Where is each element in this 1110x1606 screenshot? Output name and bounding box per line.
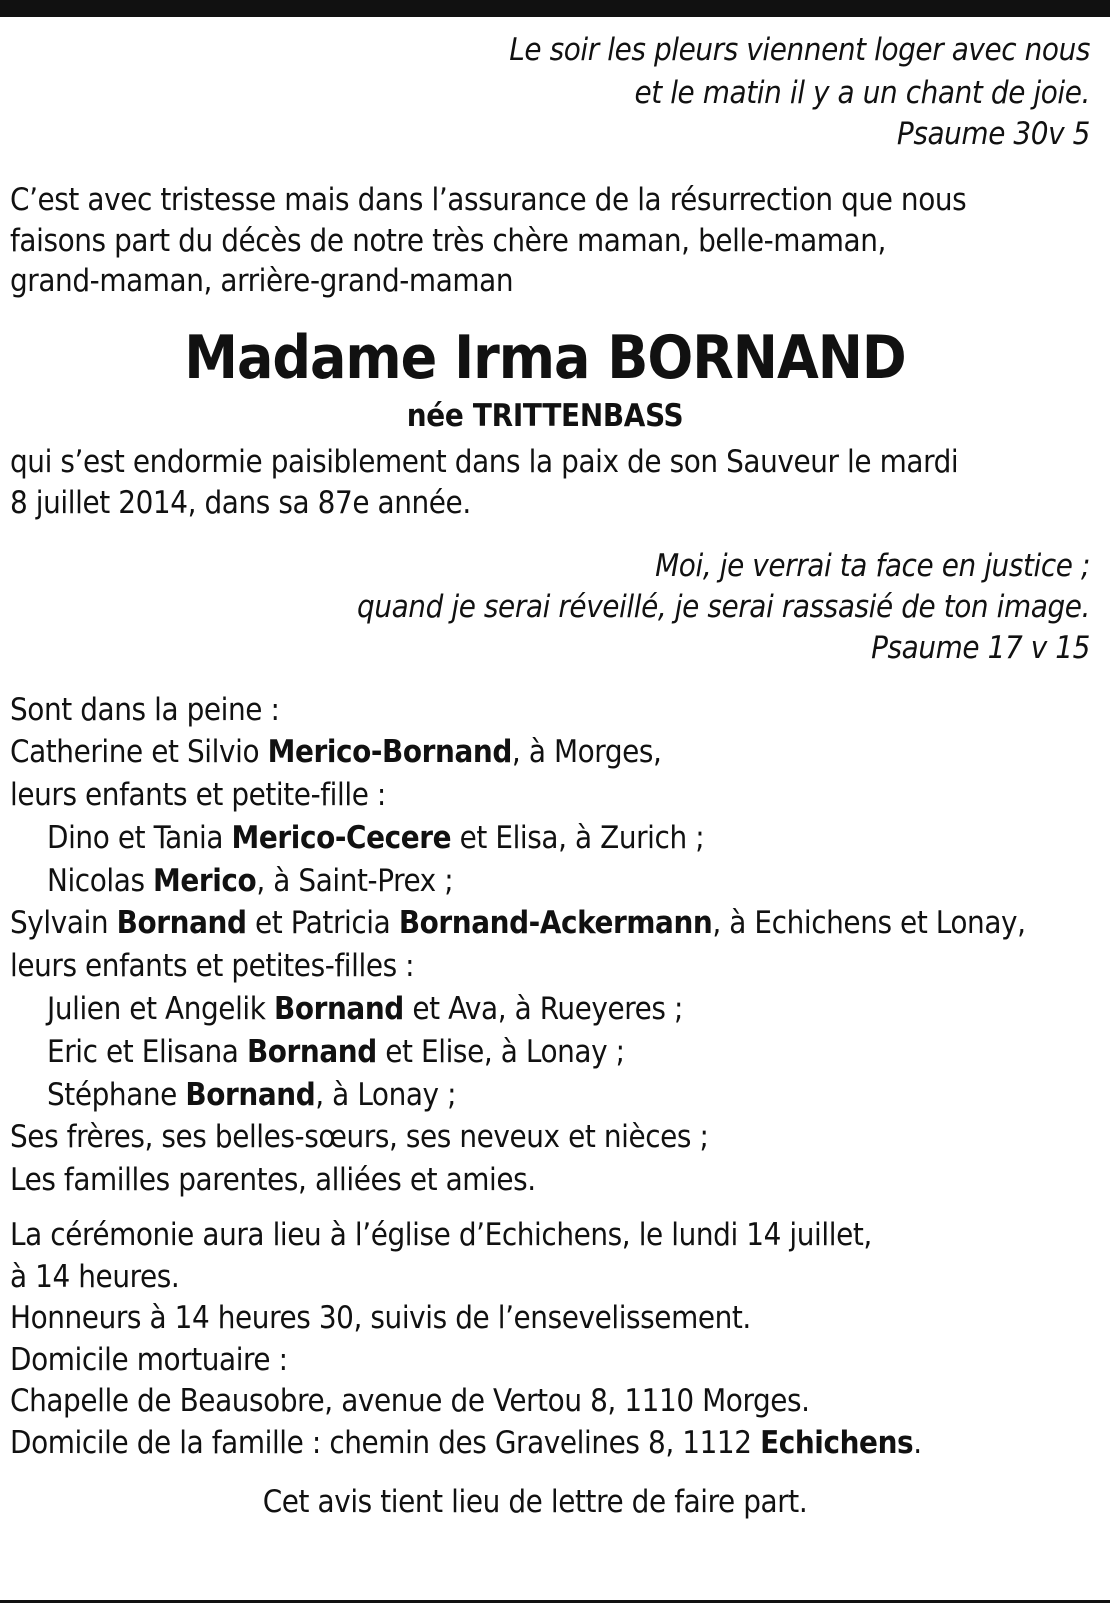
mourner-line: Dino et Tania Merico-Cecere et Elisa, à Zurich ; [47,819,705,856]
mourner-line: Stéphane Bornand, à Lonay ; [47,1076,457,1113]
intro-line: faisons part du décès de notre très chère maman, belle-maman, [10,222,886,259]
mourners-heading: Sont dans la peine : [10,691,280,728]
death-paragraph [10,442,1100,524]
deceased-name: Madame Irma BORNAND [184,322,906,393]
intro-paragraph [10,180,1100,302]
mourner-line: Catherine et Silvio Merico-Bornand, à Morges, [10,734,662,771]
mourners-list [10,689,1100,1203]
ceremony-details [10,1215,1100,1464]
mourner-line: Sylvain Bornand et Patricia Bornand-Ackermann, à Echichens et Lonay, [10,905,1026,942]
death-line: qui s’est endormie paisiblement dans la paix de son Sauveur le mardi [10,443,959,480]
opening-verse [10,29,1100,154]
obituary-notice [10,30,1100,1524]
family-address-line: Domicile de la famille : chemin des Gravelines 8, 1112 Echichens. [10,1424,922,1461]
ceremony-line: Chapelle de Beausobre, avenue de Vertou 8, 1110 Morges. [10,1383,810,1420]
mourner-line: leurs enfants et petite-fille : [10,777,386,814]
verse-line: Le soir les pleurs viennent loger avec nous [509,32,1090,68]
death-line: 8 juillet 2014, dans sa 87e année. [10,484,471,521]
ceremony-line: Honneurs à 14 heures 30, suivis de l’ensevelissement. [10,1300,751,1337]
verse-line: et le matin il y a un chant de joie. [634,74,1090,111]
ceremony-line: Domicile mortuaire : [10,1341,288,1378]
ceremony-line: à 14 heures. [10,1258,180,1295]
mourner-line: leurs enfants et petites-filles : [10,948,415,985]
mourner-line: Ses frères, ses belles-sœurs, ses neveux et nièces ; [10,1119,709,1156]
ceremony-line: La cérémonie aura lieu à l’église d’Echichens, le lundi 14 juillet, [10,1217,872,1254]
mourner-line: Les familles parentes, alliées et amies. [10,1162,536,1199]
verse-reference: Psaume 17 v 15 [871,629,1090,666]
footer-note: Cet avis tient lieu de lettre de faire part. [262,1484,808,1521]
top-rule [0,0,1110,17]
verse-line: quand je serai réveillé, je serai rassasié de ton image. [357,588,1090,625]
mourner-line: Nicolas Merico, à Saint-Prex ; [47,862,454,899]
verse-reference: Psaume 30v 5 [896,116,1090,152]
closing-verse [10,546,1100,669]
mourner-line: Eric et Elisana Bornand et Elise, à Lonay ; [47,1033,625,1070]
intro-line: grand-maman, arrière-grand-maman [10,263,514,299]
bottom-rule [0,1600,1110,1603]
mourner-line: Julien et Angelik Bornand et Ava, à Rueyeres ; [47,991,683,1028]
intro-line: C’est avec tristesse mais dans l’assurance de la résurrection que nous [10,182,967,218]
verse-line: Moi, je verrai ta face en justice ; [655,547,1090,584]
maiden-name: née TRITTENBASS [406,397,684,434]
